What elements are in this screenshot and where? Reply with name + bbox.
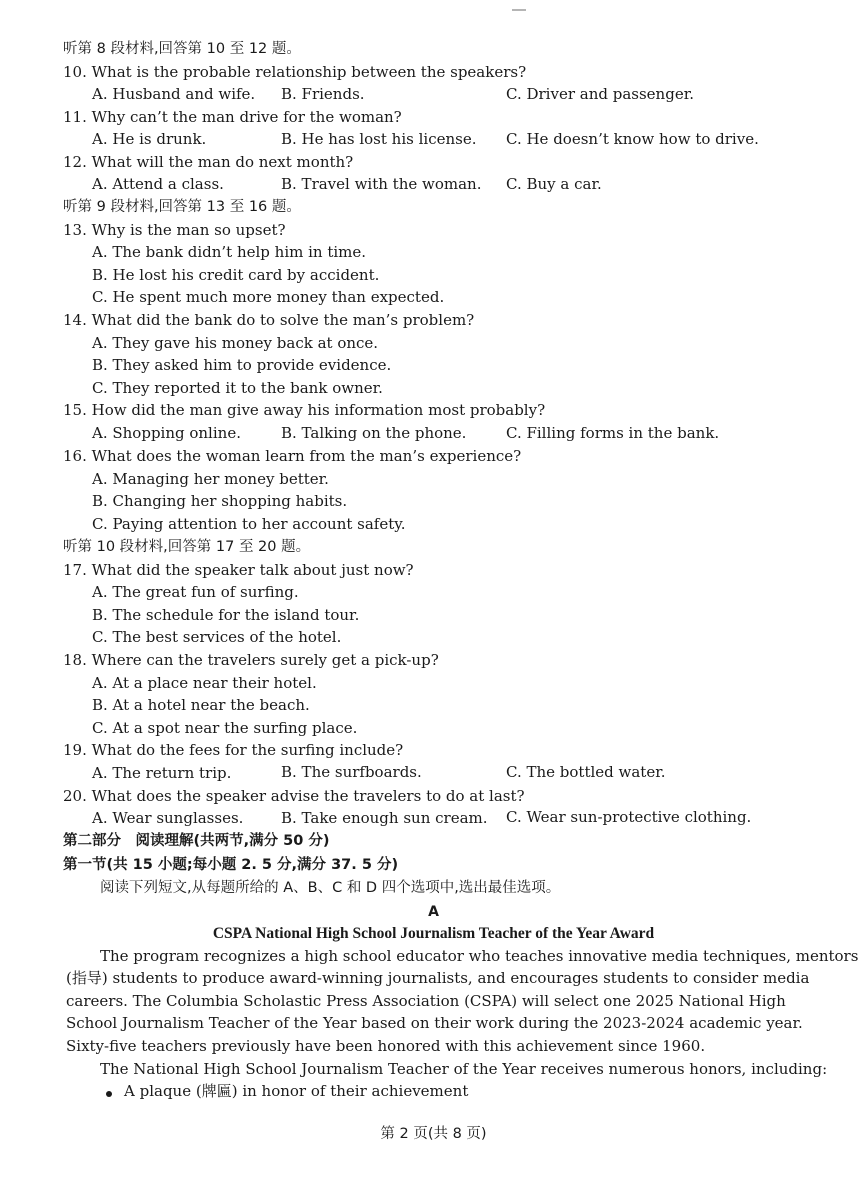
- q11-option-b: B. He has lost his license.: [281, 130, 477, 148]
- q17-option-b: B. The schedule for the island tour.: [92, 606, 360, 624]
- para1-line-2: (指导) students to produce award-winning journalists, and encourages students to consider media: [66, 969, 810, 987]
- q14-option-b: B. They asked him to provide evidence.: [92, 356, 392, 374]
- page-footer: 第 2 页(共 8 页): [380, 1126, 487, 1142]
- question-11: 11. Why can’t the man drive for the woman?: [63, 108, 402, 126]
- question-19: 19. What do the fees for the surfing include?: [63, 741, 404, 759]
- q17-option-c: C. The best services of the hotel.: [92, 628, 342, 646]
- q10-option-b: B. Friends.: [281, 85, 365, 103]
- part2-section1-title: 第一节(共 15 小题;每小题 2. 5 分,满分 37. 5 分): [63, 857, 399, 873]
- q16-option-a: A. Managing her money better.: [92, 470, 329, 488]
- q11-option-a: A. He is drunk.: [92, 130, 207, 148]
- question-13: 13. Why is the man so upset?: [63, 221, 286, 239]
- section-header-9: 听第 9 段材料,回答第 13 至 16 题。: [63, 199, 301, 215]
- q12-option-c: C. Buy a car.: [506, 175, 602, 193]
- question-18: 18. Where can the travelers surely get a pick-up?: [63, 651, 439, 669]
- scan-mark: [512, 9, 526, 11]
- q12-option-a: A. Attend a class.: [92, 175, 224, 193]
- q20-option-c: C. Wear sun-protective clothing.: [506, 808, 752, 826]
- q10-option-c: C. Driver and passenger.: [506, 85, 694, 103]
- section-header-10: 听第 10 段材料,回答第 17 至 20 题。: [63, 539, 311, 555]
- q20-option-b: B. Take enough sun cream.: [281, 809, 488, 827]
- question-12: 12. What will the man do next month?: [63, 153, 354, 171]
- q19-option-b: B. The surfboards.: [281, 763, 422, 781]
- q14-option-c: C. They reported it to the bank owner.: [92, 379, 383, 397]
- q16-option-b: B. Changing her shopping habits.: [92, 492, 348, 510]
- q15-option-c: C. Filling forms in the bank.: [506, 424, 720, 442]
- q19-option-a: A. The return trip.: [92, 764, 232, 782]
- part2-instruction: 阅读下列短文,从每题所给的 A、B、C 和 D 四个选项中,选出最佳选项。: [100, 880, 561, 896]
- q13-option-b: B. He lost his credit card by accident.: [92, 266, 380, 284]
- q10-option-a: A. Husband and wife.: [92, 85, 256, 103]
- question-15: 15. How did the man give away his information most probably?: [63, 401, 546, 419]
- q18-option-a: A. At a place near their hotel.: [92, 674, 317, 692]
- question-14: 14. What did the bank do to solve the man’s problem?: [63, 311, 475, 329]
- para2: The National High School Journalism Teacher of the Year receives numerous honors, including:: [100, 1060, 828, 1078]
- bullet-item-1: A plaque (牌匾) in honor of their achievement: [124, 1082, 469, 1100]
- q11-option-c: C. He doesn’t know how to drive.: [506, 130, 759, 148]
- para1-line-1: The program recognizes a high school educator who teaches innovative media techniques, mentors: [100, 947, 859, 965]
- q15-option-b: B. Talking on the phone.: [281, 424, 467, 442]
- q13-option-a: A. The bank didn’t help him in time.: [92, 243, 367, 261]
- section-header-8: 听第 8 段材料,回答第 10 至 12 题。: [63, 41, 301, 57]
- para1-line-3: careers. The Columbia Scholastic Press Association (CSPA) will select one 2025 National High: [66, 992, 786, 1010]
- bullet-dot-icon: [106, 1091, 112, 1097]
- question-17: 17. What did the speaker talk about just now?: [63, 561, 414, 579]
- para1-line-5: Sixty-five teachers previously have been honored with this achievement since 1960.: [66, 1037, 706, 1055]
- q19-option-c: C. The bottled water.: [506, 763, 666, 781]
- para1-line-4: School Journalism Teacher of the Year based on their work during the 2023-2024 academic year.: [66, 1014, 803, 1032]
- question-10: 10. What is the probable relationship between the speakers?: [63, 63, 527, 81]
- q16-option-c: C. Paying attention to her account safety.: [92, 515, 406, 533]
- q18-option-c: C. At a spot near the surfing place.: [92, 719, 358, 737]
- q15-option-a: A. Shopping online.: [92, 424, 241, 442]
- q13-option-c: C. He spent much more money than expected.: [92, 288, 445, 306]
- question-20: 20. What does the speaker advise the travelers to do at last?: [63, 787, 525, 805]
- q17-option-a: A. The great fun of surfing.: [92, 583, 299, 601]
- passage-letter: A: [428, 904, 439, 920]
- q20-option-a: A. Wear sunglasses.: [92, 809, 244, 827]
- q12-option-b: B. Travel with the woman.: [281, 175, 482, 193]
- part2-title: 第二部分 阅读理解(共两节,满分 50 分): [63, 833, 330, 849]
- q18-option-b: B. At a hotel near the beach.: [92, 696, 310, 714]
- passage-title: CSPA National High School Journalism Teacher of the Year Award: [212, 925, 655, 942]
- question-16: 16. What does the woman learn from the man’s experience?: [63, 447, 522, 465]
- q14-option-a: A. They gave his money back at once.: [92, 334, 379, 352]
